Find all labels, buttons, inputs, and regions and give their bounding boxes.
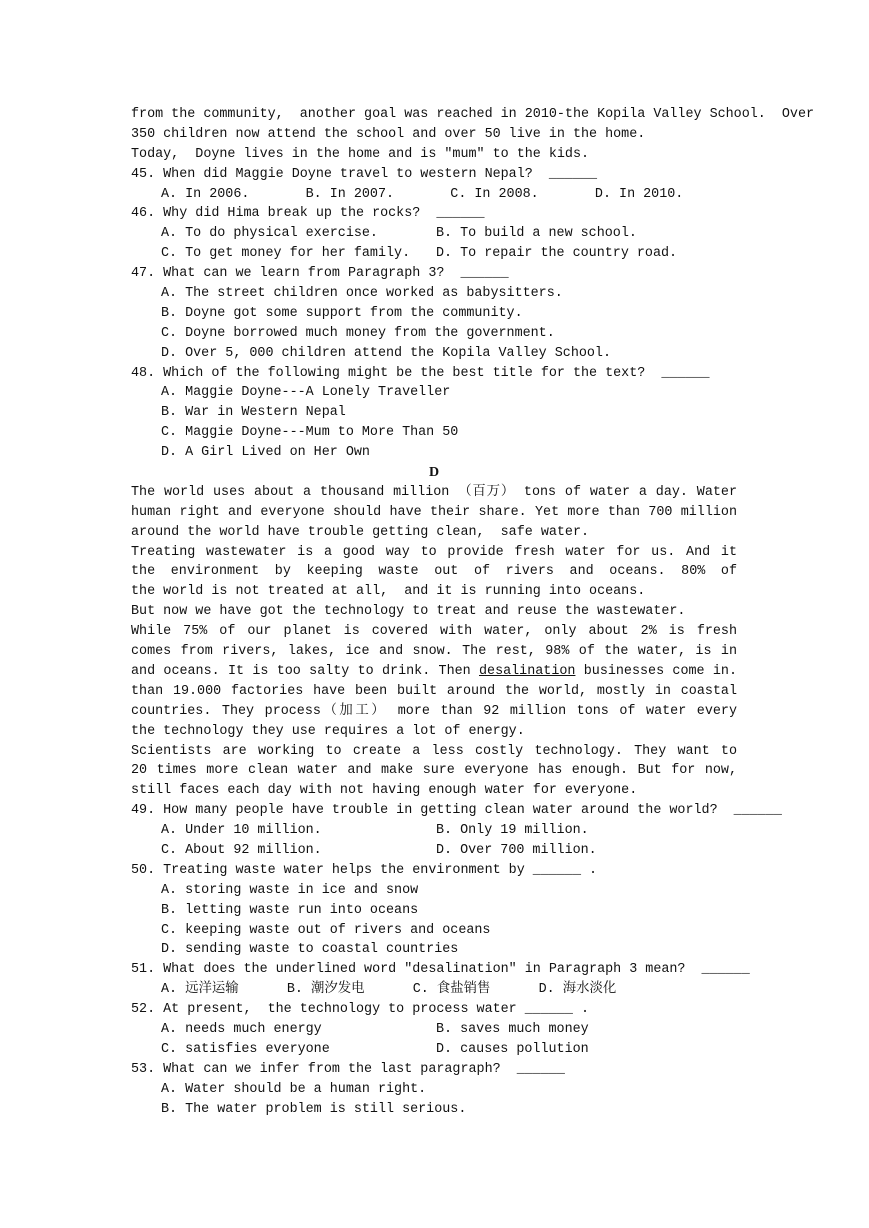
question-stem: 52. At present, the technology to process water ______ . [131,1002,590,1018]
text-line: around the world have trouble getting clean, safe water. [131,524,590,540]
passage-d [131,483,737,801]
option-c: C. Doyne borrowed much money from the government. [161,325,555,341]
option-a: A. storing waste in ice and snow [161,882,419,898]
question-stem: 50. Treating waste water helps the environment by ______ . [131,862,598,878]
option-d: D. A Girl Lived on Her Own [161,445,370,461]
option-row [131,841,737,861]
option-d: D. causes pollution [436,1041,589,1057]
question-52 [131,1000,737,1060]
option-a: A. To do physical exercise. [161,226,378,242]
option-b: B. The water problem is still serious. [161,1101,467,1117]
document-body [131,105,815,1119]
option-a: A. needs much energy [161,1021,322,1037]
text-span: businesses come in. [583,663,737,679]
text-line: from the community, another goal was reached in 2010-the Kopila Valley School. Over [131,107,815,122]
option-b: B. saves much money [436,1021,589,1037]
text-line: Today, Doyne lives in the home and is "mum" to the kids. [131,146,590,162]
text-span: and oceans. It is too salty to drink. Then [131,663,471,679]
text-line: Treating wastewater is a good way to provide fresh water for us. And it [131,544,737,560]
option-row [131,224,737,244]
text-line: 350 children now attend the school and over 50 live in the home. [131,126,646,142]
option-b: B. To build a new school. [436,226,637,242]
option-d: D. sending waste to coastal countries [161,942,459,958]
text-line: still faces each day with not having enough water for everyone. [131,783,638,799]
option-d: D. Over 5, 000 children attend the Kopila Valley School. [161,345,611,361]
question-stem: 49. How many people have trouble in getting clean water around the world? ______ [131,803,782,819]
option-c: C. Maggie Doyne---Mum to More Than 50 [161,425,459,441]
question-48 [131,364,737,463]
option-c: C. satisfies everyone [161,1041,330,1057]
option-d: D. Over 700 million. [436,842,597,858]
option-b: B. Only 19 million. [436,823,589,839]
text-line [131,662,737,682]
option-a: A. The street children once worked as babysitters. [161,286,563,302]
option-row [131,1020,737,1040]
option-a: A. Water should be a human right. [161,1081,427,1097]
question-stem: 46. Why did Hima break up the rocks? ______ [131,206,485,222]
question-47 [131,264,737,363]
question-stem: 53. What can we infer from the last paragraph? ______ [131,1061,565,1077]
passage-c-tail [131,105,815,165]
question-46 [131,204,737,264]
option-a: A. Maggie Doyne---A Lonely Traveller [161,385,451,401]
text-line: The world uses about a thousand million （百万） tons of water a day. Water [131,484,737,500]
text-line: the environment by keeping waste out of rivers and oceans. 80% of [131,564,737,580]
question-stem: 48. Which of the following might be the best title for the text? ______ [131,365,710,381]
question-50 [131,861,737,960]
question-53 [131,1060,737,1120]
option-row [131,244,737,264]
question-stem: 47. What can we learn from Paragraph 3? ______ [131,266,509,282]
option-a: A. Under 10 million. [161,823,322,839]
text-line: than 19.000 factories have been built around the world, mostly in coastal [131,683,737,699]
text-line: But now we have got the technology to treat and reuse the wastewater. [131,604,686,620]
text-line: While 75% of our planet is covered with water, only about 2% is fresh [131,624,737,640]
text-line: Scientists are working to create a less costly technology. They want to [131,743,737,759]
option-c: C. To get money for her family. [161,246,411,262]
question-stem: 45. When did Maggie Doyne travel to western Nepal? ______ [131,166,598,182]
option-b: B. letting waste run into oceans [161,902,419,918]
text-line: 20 times more clean water and make sure everyone has enough. But for now, [131,763,737,779]
underlined-word: desalination [479,663,576,679]
text-line: comes from rivers, lakes, ice and snow. The rest, 98% of the water, is in [131,644,737,660]
question-options: A. In 2006. B. In 2007. C. In 2008. D. In 2010. [161,186,684,202]
question-stem: 51. What does the underlined word "desalination" in Paragraph 3 mean? ______ [131,962,750,978]
option-c: C. keeping waste out of rivers and oceans [161,922,491,938]
option-d: D. To repair the country road. [436,246,678,262]
question-49 [131,801,782,861]
option-row [131,821,737,841]
question-options: A. 远洋运输 B. 潮汐发电 C. 食盐销售 D. 海水淡化 [161,982,617,998]
question-51 [131,960,750,1000]
text-line: countries. They process（加工） more than 92 million tons of water every [131,703,737,719]
option-b: B. War in Western Nepal [161,405,346,421]
text-line: the technology they use requires a lot of energy. [131,723,525,739]
option-b: B. Doyne got some support from the community. [161,305,523,321]
section-title: D [428,465,440,481]
text-line: human right and everyone should have their share. Yet more than 700 million [131,504,737,520]
text-line: the world is not treated at all, and it is running into oceans. [131,584,646,600]
question-45 [131,165,737,205]
option-row [131,1040,737,1060]
option-c: C. About 92 million. [161,842,322,858]
